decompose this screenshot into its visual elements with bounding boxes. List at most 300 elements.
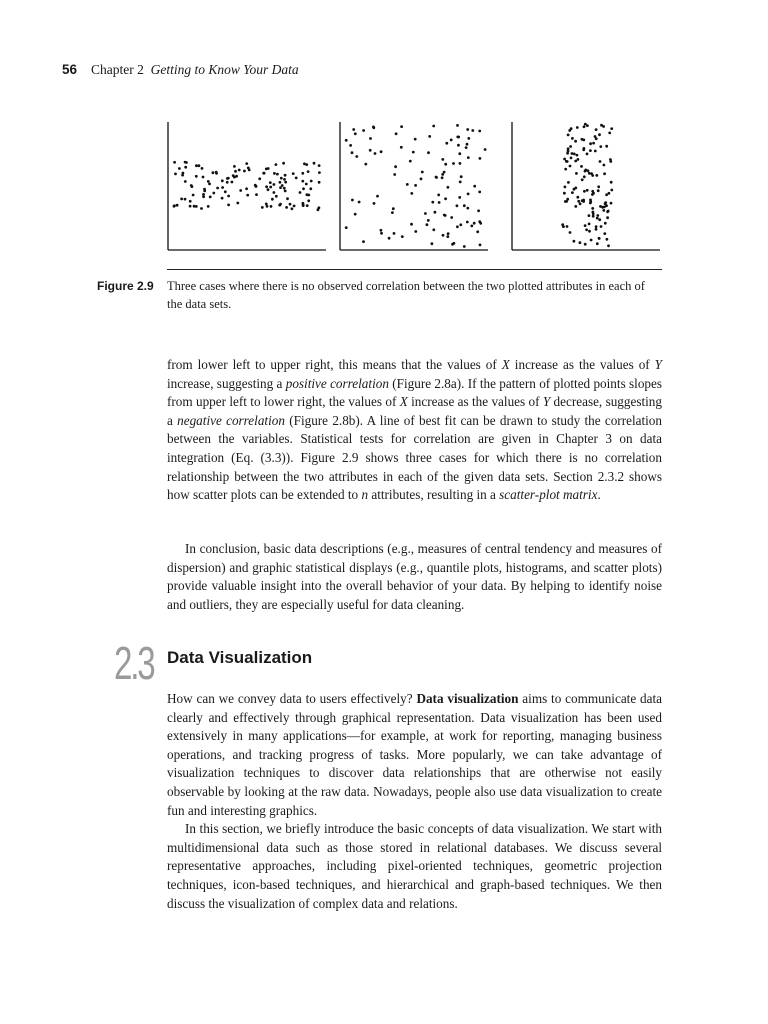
data-point bbox=[447, 232, 450, 235]
chapter-title: Getting to Know Your Data bbox=[150, 62, 299, 77]
data-point bbox=[291, 207, 294, 210]
data-point bbox=[318, 171, 321, 174]
data-point bbox=[606, 216, 609, 219]
data-point bbox=[301, 172, 304, 175]
data-point bbox=[466, 221, 469, 224]
data-point bbox=[233, 165, 236, 168]
data-point bbox=[592, 211, 595, 214]
data-point bbox=[577, 200, 580, 203]
data-point bbox=[589, 202, 592, 205]
data-point bbox=[567, 150, 570, 153]
data-point bbox=[564, 168, 567, 171]
data-point bbox=[369, 149, 372, 152]
data-point bbox=[573, 153, 576, 156]
data-point bbox=[605, 204, 608, 207]
data-point bbox=[479, 157, 482, 160]
data-point bbox=[393, 173, 396, 176]
data-point bbox=[352, 128, 355, 131]
data-point bbox=[289, 203, 292, 206]
data-point bbox=[215, 172, 218, 175]
data-point bbox=[427, 219, 430, 222]
data-point bbox=[239, 189, 242, 192]
data-point bbox=[596, 214, 599, 217]
data-point bbox=[400, 125, 403, 128]
running-head bbox=[62, 62, 299, 78]
figure-caption bbox=[97, 277, 663, 313]
data-point bbox=[589, 142, 592, 145]
data-point bbox=[275, 195, 278, 198]
data-point bbox=[566, 225, 569, 228]
data-point bbox=[588, 223, 591, 226]
data-point bbox=[349, 144, 352, 147]
data-point bbox=[608, 192, 611, 195]
data-point bbox=[258, 177, 261, 180]
section-number: 2.3 bbox=[114, 637, 154, 689]
data-point bbox=[380, 229, 383, 232]
data-point bbox=[221, 179, 224, 182]
data-point bbox=[184, 198, 187, 201]
data-point bbox=[412, 151, 415, 154]
data-point bbox=[463, 204, 466, 207]
data-point bbox=[190, 184, 193, 187]
data-point bbox=[566, 198, 569, 201]
data-point bbox=[459, 162, 462, 165]
data-point bbox=[200, 207, 203, 210]
data-point bbox=[610, 202, 613, 205]
data-point bbox=[466, 143, 469, 146]
data-point bbox=[182, 172, 185, 175]
data-point bbox=[596, 242, 599, 245]
data-point bbox=[212, 171, 215, 174]
data-point bbox=[590, 239, 593, 242]
data-point bbox=[173, 161, 176, 164]
data-point bbox=[565, 160, 568, 163]
data-point bbox=[456, 124, 459, 127]
data-point bbox=[227, 204, 230, 207]
data-point bbox=[362, 240, 365, 243]
data-point bbox=[354, 213, 357, 216]
data-point bbox=[221, 186, 224, 189]
data-point bbox=[576, 126, 579, 129]
data-point bbox=[599, 160, 602, 163]
data-point bbox=[438, 201, 441, 204]
scatter-plot-2 bbox=[340, 122, 488, 250]
data-point bbox=[286, 197, 289, 200]
data-point bbox=[445, 142, 448, 145]
data-point bbox=[376, 195, 379, 198]
data-point bbox=[594, 150, 597, 153]
data-point bbox=[441, 176, 444, 179]
data-point bbox=[458, 196, 461, 199]
data-point bbox=[313, 162, 316, 165]
data-point bbox=[585, 228, 588, 231]
data-point bbox=[459, 223, 462, 226]
data-point bbox=[597, 189, 600, 192]
data-point bbox=[198, 164, 201, 167]
data-point bbox=[273, 172, 276, 175]
data-point bbox=[577, 158, 580, 161]
data-point bbox=[306, 204, 309, 207]
data-point bbox=[318, 164, 321, 167]
data-point bbox=[576, 154, 579, 157]
data-point bbox=[581, 199, 584, 202]
data-point bbox=[203, 190, 206, 193]
data-point bbox=[284, 174, 287, 177]
data-point bbox=[301, 180, 304, 183]
data-point bbox=[414, 138, 417, 141]
data-point bbox=[345, 226, 348, 229]
data-point bbox=[467, 156, 470, 159]
data-point bbox=[202, 193, 205, 196]
data-point bbox=[295, 177, 298, 180]
data-point bbox=[401, 235, 404, 238]
data-point bbox=[173, 204, 176, 207]
data-point bbox=[275, 163, 278, 166]
data-point bbox=[392, 207, 395, 210]
data-point bbox=[271, 198, 274, 201]
data-point bbox=[441, 158, 444, 161]
data-point bbox=[185, 161, 188, 164]
data-point bbox=[310, 180, 313, 183]
data-point bbox=[574, 187, 577, 190]
data-point bbox=[307, 199, 310, 202]
data-point bbox=[236, 202, 239, 205]
data-point bbox=[284, 190, 287, 193]
caption-text: Three cases where there is no observed correlation between the two plotted attributes in each of the data sets. bbox=[167, 279, 645, 311]
data-point bbox=[395, 132, 398, 135]
term-negative-correlation: negative correlation bbox=[177, 412, 285, 428]
data-point bbox=[221, 197, 224, 200]
data-point bbox=[410, 223, 413, 226]
data-point bbox=[591, 207, 594, 210]
data-point bbox=[351, 151, 354, 154]
data-point bbox=[431, 242, 434, 245]
data-point bbox=[279, 181, 282, 184]
data-point bbox=[293, 205, 296, 208]
data-point bbox=[605, 193, 608, 196]
data-point bbox=[589, 199, 592, 202]
data-point bbox=[569, 231, 572, 234]
data-point bbox=[465, 146, 468, 149]
data-point bbox=[592, 215, 595, 218]
data-point bbox=[581, 178, 584, 181]
data-point bbox=[575, 172, 578, 175]
data-point bbox=[470, 225, 473, 228]
chapter-label: Chapter 2 bbox=[91, 62, 144, 77]
data-point bbox=[231, 181, 234, 184]
data-point bbox=[212, 192, 215, 195]
data-point bbox=[604, 222, 607, 225]
paragraph-correlation: from lower left to upper right, this means that the values of X increase as the values of Y increase, suggesting a positive correlation (Figure 2.8a). If the pattern of plotted points slopes from upper left to lower right, the values of X increase as the values of Y decrease, suggesting a negative correlation (Figure 2.8b). A line of best fit can be drawn to study the correlation between the variables. Statistical tests for correlation are given in Chapter 3 on data integration (Eq. (3.3)). Figure 2.9 shows three cases for which there is no correlation relationship between the two attributes in each of the given data sets. Section 2.3.2 shows how scatter plots can be extended to n attributes, resulting in a scatter-plot matrix. bbox=[167, 357, 663, 503]
data-point bbox=[600, 225, 603, 228]
page-number: 56 bbox=[62, 62, 78, 77]
data-point bbox=[309, 187, 312, 190]
data-point bbox=[584, 169, 587, 172]
data-point bbox=[307, 170, 310, 173]
data-point bbox=[478, 220, 481, 223]
data-point bbox=[318, 181, 321, 184]
data-point bbox=[476, 230, 479, 233]
data-point bbox=[588, 230, 591, 233]
data-point bbox=[450, 216, 453, 219]
data-point bbox=[216, 187, 219, 190]
data-point bbox=[394, 165, 397, 168]
figure-rule bbox=[167, 269, 662, 270]
term-positive-correlation: positive correlation bbox=[285, 375, 389, 391]
data-point bbox=[588, 214, 591, 217]
data-point bbox=[444, 197, 447, 200]
data-point bbox=[610, 181, 613, 184]
scatter-plot-3 bbox=[512, 122, 660, 250]
data-point bbox=[595, 174, 598, 177]
data-point bbox=[582, 139, 585, 142]
data-point bbox=[355, 155, 358, 158]
data-point bbox=[586, 153, 589, 156]
data-point bbox=[437, 194, 440, 197]
data-point bbox=[234, 170, 237, 173]
data-point bbox=[574, 140, 577, 143]
data-point bbox=[263, 172, 266, 175]
data-point bbox=[603, 172, 606, 175]
data-point bbox=[584, 123, 587, 126]
data-point bbox=[561, 223, 564, 226]
data-point bbox=[444, 163, 447, 166]
data-point bbox=[174, 173, 177, 176]
data-point bbox=[456, 225, 459, 228]
data-point bbox=[598, 237, 601, 240]
data-point bbox=[467, 137, 470, 140]
paragraph-conclusion: In conclusion, basic data descriptions (e.g., measures of central tendency and measures of dispersion) and graphic statistical displays (e.g., quantile plots, histograms, and scatter plots) provide valuable insight into the overall behavior of your data. By helping to identify noise and outliers, they are especially useful for data cleaning. bbox=[167, 541, 662, 612]
data-point bbox=[267, 167, 270, 170]
data-point bbox=[595, 128, 598, 131]
data-point bbox=[467, 193, 470, 196]
data-point bbox=[351, 199, 354, 202]
data-point bbox=[273, 183, 276, 186]
data-point bbox=[456, 204, 459, 207]
data-point bbox=[410, 192, 413, 195]
data-point bbox=[245, 187, 248, 190]
scatter-plot-1 bbox=[168, 122, 326, 250]
paragraph-overview: In this section, we briefly introduce the basic concepts of data visualization. We start with multidimensional data such as those stored in relational databases. We discuss several representative approaches, including pixel-oriented techniques, geometric projection techniques, icon-based techniques, and hierarchical and graph-based techniques. We then discuss the visualization of complex data and relations. bbox=[167, 821, 662, 911]
paragraph-intro: How can we convey data to users effectively? Data visualization aims to communicate data clearly and effectively through graphical representation. Data visualization has been used extensively in many applications—for example, at work for reporting, managing business operations, and tracking progress of tasks. More popularly, we can take advantage of visualization techniques to discover data relationships that are otherwise not easily observable by looking at the raw data. Nowadays, people also use data visualization to create fun and interesting graphics. bbox=[167, 691, 662, 818]
data-point bbox=[590, 172, 593, 175]
data-point bbox=[459, 181, 462, 184]
data-point bbox=[280, 177, 283, 180]
data-point bbox=[406, 183, 409, 186]
data-point bbox=[564, 200, 567, 203]
data-point bbox=[414, 230, 417, 233]
data-point bbox=[446, 235, 449, 238]
data-point bbox=[424, 212, 427, 215]
data-point bbox=[202, 176, 205, 179]
data-point bbox=[466, 128, 469, 131]
data-point bbox=[354, 132, 357, 135]
data-point bbox=[610, 127, 613, 130]
data-point bbox=[245, 162, 248, 165]
data-point bbox=[254, 184, 257, 187]
data-point bbox=[266, 205, 269, 208]
data-point bbox=[281, 184, 284, 187]
data-point bbox=[224, 190, 227, 193]
data-point bbox=[180, 198, 183, 201]
data-point bbox=[432, 125, 435, 128]
data-point bbox=[358, 201, 361, 204]
data-point bbox=[269, 181, 272, 184]
data-point bbox=[201, 167, 204, 170]
data-point bbox=[466, 207, 469, 210]
data-point bbox=[306, 193, 309, 196]
data-point bbox=[238, 169, 241, 172]
data-point bbox=[364, 163, 367, 166]
data-point bbox=[442, 234, 445, 237]
data-point bbox=[473, 185, 476, 188]
data-point bbox=[447, 186, 450, 189]
data-point bbox=[273, 191, 276, 194]
data-point bbox=[597, 185, 600, 188]
data-point bbox=[471, 129, 474, 132]
data-point bbox=[569, 145, 572, 148]
data-point bbox=[607, 244, 610, 247]
data-point bbox=[602, 125, 605, 128]
data-point bbox=[208, 183, 211, 186]
data-point bbox=[582, 148, 585, 151]
data-point bbox=[450, 139, 453, 142]
data-point bbox=[431, 201, 434, 204]
data-point bbox=[184, 166, 187, 169]
data-point bbox=[434, 211, 437, 214]
data-point bbox=[184, 180, 187, 183]
data-point bbox=[267, 188, 270, 191]
data-point bbox=[573, 240, 576, 243]
data-point bbox=[595, 225, 598, 228]
data-point bbox=[265, 185, 268, 188]
data-point bbox=[599, 145, 602, 148]
data-point bbox=[292, 172, 295, 175]
data-point bbox=[345, 139, 348, 142]
data-point bbox=[443, 171, 446, 174]
data-point bbox=[580, 165, 583, 168]
data-point bbox=[592, 192, 595, 195]
term-scatter-plot-matrix: scatter-plot matrix bbox=[499, 487, 598, 503]
data-point bbox=[255, 193, 258, 196]
data-point bbox=[233, 176, 236, 179]
data-point bbox=[243, 170, 246, 173]
data-point bbox=[583, 175, 586, 178]
data-point bbox=[478, 130, 481, 133]
data-point bbox=[457, 136, 460, 139]
data-point bbox=[460, 175, 463, 178]
data-point bbox=[176, 204, 179, 207]
data-point bbox=[207, 205, 210, 208]
figure-label: Figure 2.9 bbox=[97, 279, 154, 293]
data-point bbox=[247, 167, 250, 170]
data-point bbox=[178, 167, 181, 170]
data-point bbox=[374, 152, 377, 155]
data-point bbox=[602, 209, 605, 212]
data-point bbox=[302, 187, 305, 190]
section-title: Data Visualization bbox=[167, 648, 313, 667]
data-point bbox=[606, 238, 609, 241]
figure-2-9-scatter-plots bbox=[160, 110, 660, 255]
data-point bbox=[303, 162, 306, 165]
data-point bbox=[270, 205, 273, 208]
data-point bbox=[570, 157, 573, 160]
data-point bbox=[283, 178, 286, 181]
data-point bbox=[574, 205, 577, 208]
data-point bbox=[479, 244, 482, 247]
data-point bbox=[592, 142, 595, 145]
data-point bbox=[610, 189, 613, 192]
data-point bbox=[451, 243, 454, 246]
data-point bbox=[609, 160, 612, 163]
data-point bbox=[571, 191, 574, 194]
data-point bbox=[388, 237, 391, 240]
data-point bbox=[421, 171, 424, 174]
data-point bbox=[484, 148, 487, 151]
data-point bbox=[369, 137, 372, 140]
data-point bbox=[302, 202, 305, 205]
data-point bbox=[603, 232, 606, 235]
data-point bbox=[426, 223, 429, 226]
data-point bbox=[563, 192, 566, 195]
data-point bbox=[583, 190, 586, 193]
data-point bbox=[420, 178, 423, 181]
data-point bbox=[473, 222, 476, 225]
data-point bbox=[579, 202, 582, 205]
data-point bbox=[373, 202, 376, 205]
data-point bbox=[265, 203, 268, 206]
data-point bbox=[576, 196, 579, 199]
data-point bbox=[195, 175, 198, 178]
data-point bbox=[457, 144, 460, 147]
data-point bbox=[209, 196, 212, 199]
data-point bbox=[195, 205, 198, 208]
data-point bbox=[452, 162, 455, 165]
data-point bbox=[432, 228, 435, 231]
data-point bbox=[584, 243, 587, 246]
data-point bbox=[195, 164, 198, 167]
data-point bbox=[564, 186, 567, 189]
data-point bbox=[192, 194, 195, 197]
data-point bbox=[605, 145, 608, 148]
data-point bbox=[569, 165, 572, 168]
data-point bbox=[583, 125, 586, 128]
data-point bbox=[478, 191, 481, 194]
data-point bbox=[227, 195, 230, 198]
data-point bbox=[603, 164, 606, 167]
data-point bbox=[189, 200, 192, 203]
data-point bbox=[584, 224, 587, 227]
data-point bbox=[380, 150, 383, 153]
data-point bbox=[443, 214, 446, 217]
data-point bbox=[393, 232, 396, 235]
section-body bbox=[167, 690, 662, 913]
data-point bbox=[598, 218, 601, 221]
data-point bbox=[586, 189, 589, 192]
data-point bbox=[380, 232, 383, 235]
data-point bbox=[428, 135, 431, 138]
data-point bbox=[594, 135, 597, 138]
data-point bbox=[276, 173, 279, 176]
data-point bbox=[598, 133, 601, 136]
data-point bbox=[596, 217, 599, 220]
data-point bbox=[589, 149, 592, 152]
data-point bbox=[282, 162, 285, 165]
data-point bbox=[278, 204, 281, 207]
data-point bbox=[563, 158, 566, 161]
data-point bbox=[362, 129, 365, 132]
data-point bbox=[189, 205, 192, 208]
